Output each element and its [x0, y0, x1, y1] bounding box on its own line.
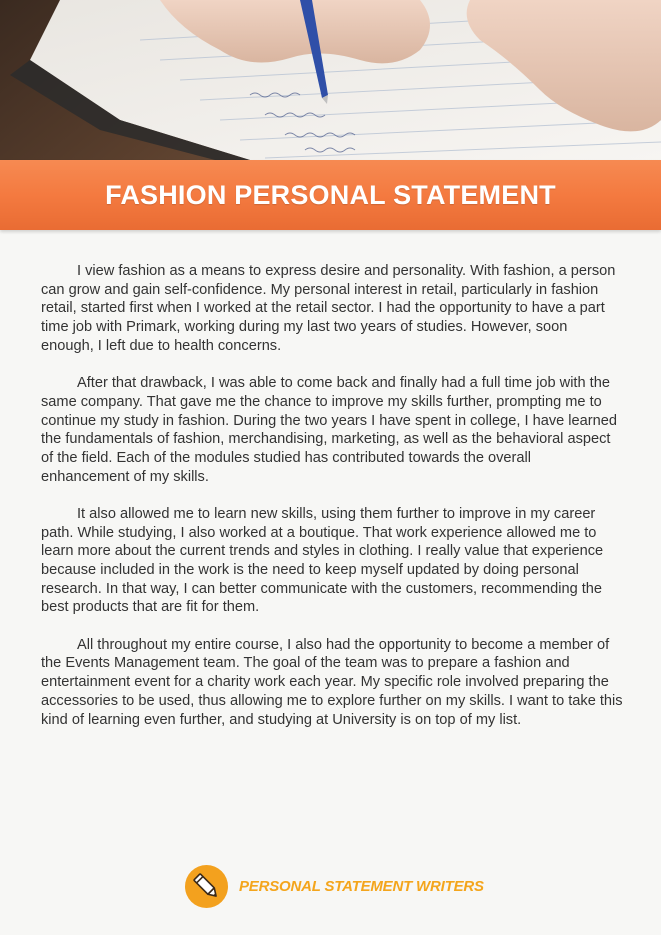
paragraph-2: After that drawback, I was able to come back and finally had a full time job with the same company. That gave me the chance to improve my skills further, prompting me to continue my study in fashion. During the two years I have spent in college, I have learned the fundamentals of fashion, merchandising, marketing, as well as the behavioral aspect of the field. Each of the modules studied has contributed towards the overall enhancement of my skills.: [41, 375, 617, 485]
title-banner: [0, 160, 661, 230]
paragraph-3: It also allowed me to learn new skills, using them further to improve in my career path. While studying, I also worked at a boutique. That work experience allowed me to learn more about the current trends and styles in clothing. I really value that experience because included in the work is the need to keep myself updated by doing personal research. In that way, I can better communicate with the customers, recommending the best products that are fit for them.: [41, 505, 604, 616]
statement-body: [41, 262, 623, 748]
pencil-icon: [185, 865, 228, 908]
hand-writing-photo-illustration: [0, 0, 661, 160]
hero-photo: [0, 0, 661, 160]
footer-brand: [185, 864, 484, 908]
paragraph-1: I view fashion as a means to express desire and personality. With fashion, a person can grow and gain self-confidence. My personal interest in retail, particularly in fashion retail, started first when I worked at the retail sector. I had the opportunity to have a part time job with Primark, working during my last two years of studies. However, soon enough, I left due to health concerns.: [41, 263, 616, 354]
paragraph-4: All throughout my entire course, I also had the opportunity to become a member of the Events Management team. The goal of the team was to prepare a fashion and entertainment event for a charity work each year. My specific role involved preparing the accessories to be used, thus allowing me to explore further on my skills. I want to take this kind of learning even further, and studying at University is on top of my list.: [41, 636, 623, 728]
logo: [185, 865, 228, 908]
page-title: FASHION PERSONAL STATEMENT: [105, 179, 556, 210]
brand-name: PERSONAL STATEMENT WRITERS: [239, 877, 484, 895]
